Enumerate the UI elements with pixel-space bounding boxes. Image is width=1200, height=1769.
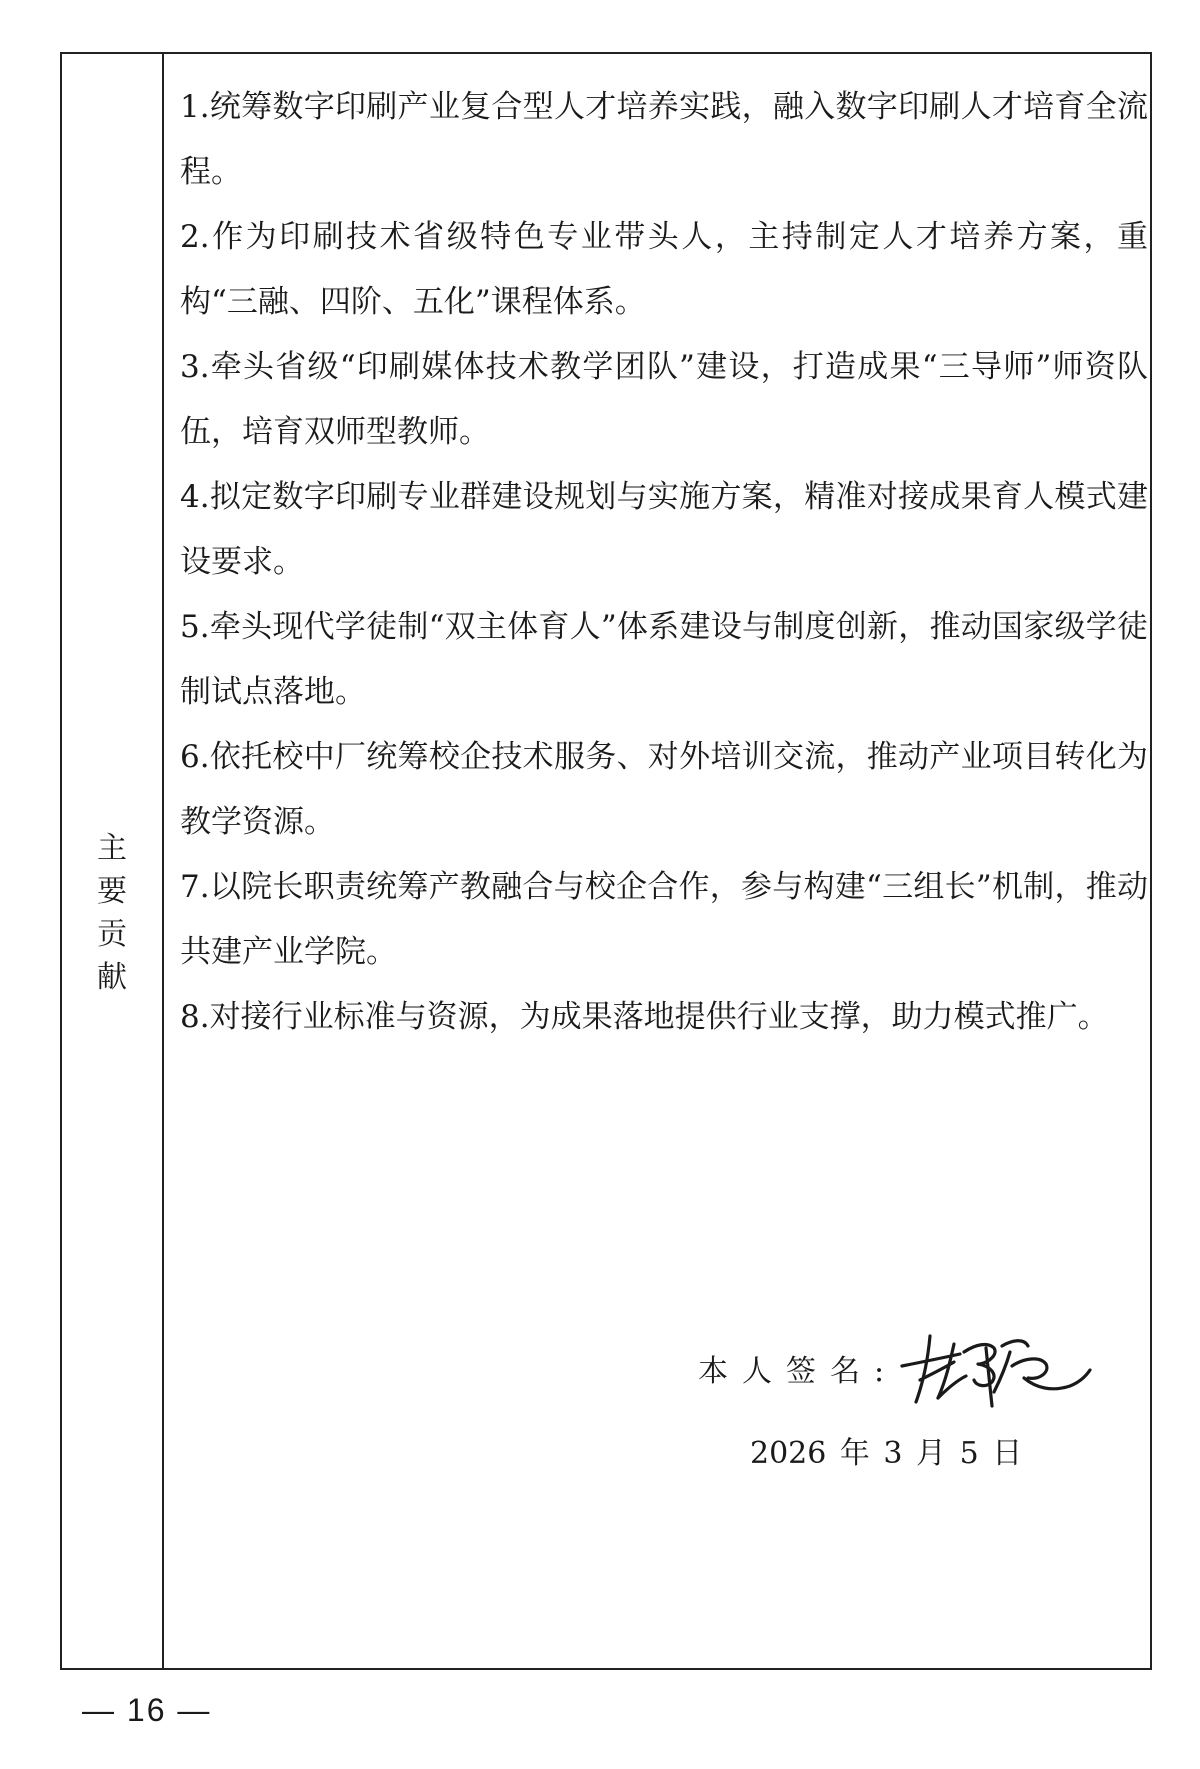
contribution-item: 4.拟定数字印刷专业群建设规划与实施方案，精准对接成果育人模式建设要求。 [180, 479, 1148, 580]
contribution-list [180, 75, 1148, 1050]
contribution-item: 7.以院长职责统筹产教融合与校企合作，参与构建“三组长”机制，推动共建产业学院。 [180, 869, 1148, 970]
handwritten-signature [894, 1322, 1094, 1412]
section-label-char: 献 [97, 960, 127, 995]
content-column [164, 54, 1150, 1668]
section-label-main-contributions [62, 827, 162, 999]
contribution-item: 2.作为印刷技术省级特色专业带头人，主持制定人才培养方案，重构“三融、四阶、五化”课程体系。 [180, 219, 1148, 320]
label-column [62, 54, 164, 1668]
contribution-item: 3.牵头省级“印刷媒体技术教学团队”建设，打造成果“三导师”师资队伍，培育双师型教师。 [180, 349, 1148, 450]
contribution-item: 5.牵头现代学徒制“双主体育人”体系建设与制度创新，推动国家级学徒制试点落地。 [180, 609, 1148, 710]
section-label-char: 主 [97, 831, 127, 866]
signature-date: 2026 年 3 月 5 日 [750, 1436, 1023, 1471]
signature-label: 本人签名: [698, 1354, 899, 1389]
contribution-item: 8.对接行业标准与资源，为成果落地提供行业支撑，助力模式推广。 [180, 999, 1109, 1035]
page-number: — 16 — [82, 1692, 212, 1728]
signature-row [698, 1322, 1138, 1412]
contribution-item: 1.统筹数字印刷产业复合型人才培养实践，融入数字印刷人才培育全流程。 [180, 89, 1148, 190]
contribution-item: 6.依托校中厂统筹校企技术服务、对外培训交流，推动产业项目转化为教学资源。 [180, 739, 1148, 840]
section-label-char: 要 [97, 874, 127, 909]
section-label-char: 贡 [97, 917, 127, 952]
